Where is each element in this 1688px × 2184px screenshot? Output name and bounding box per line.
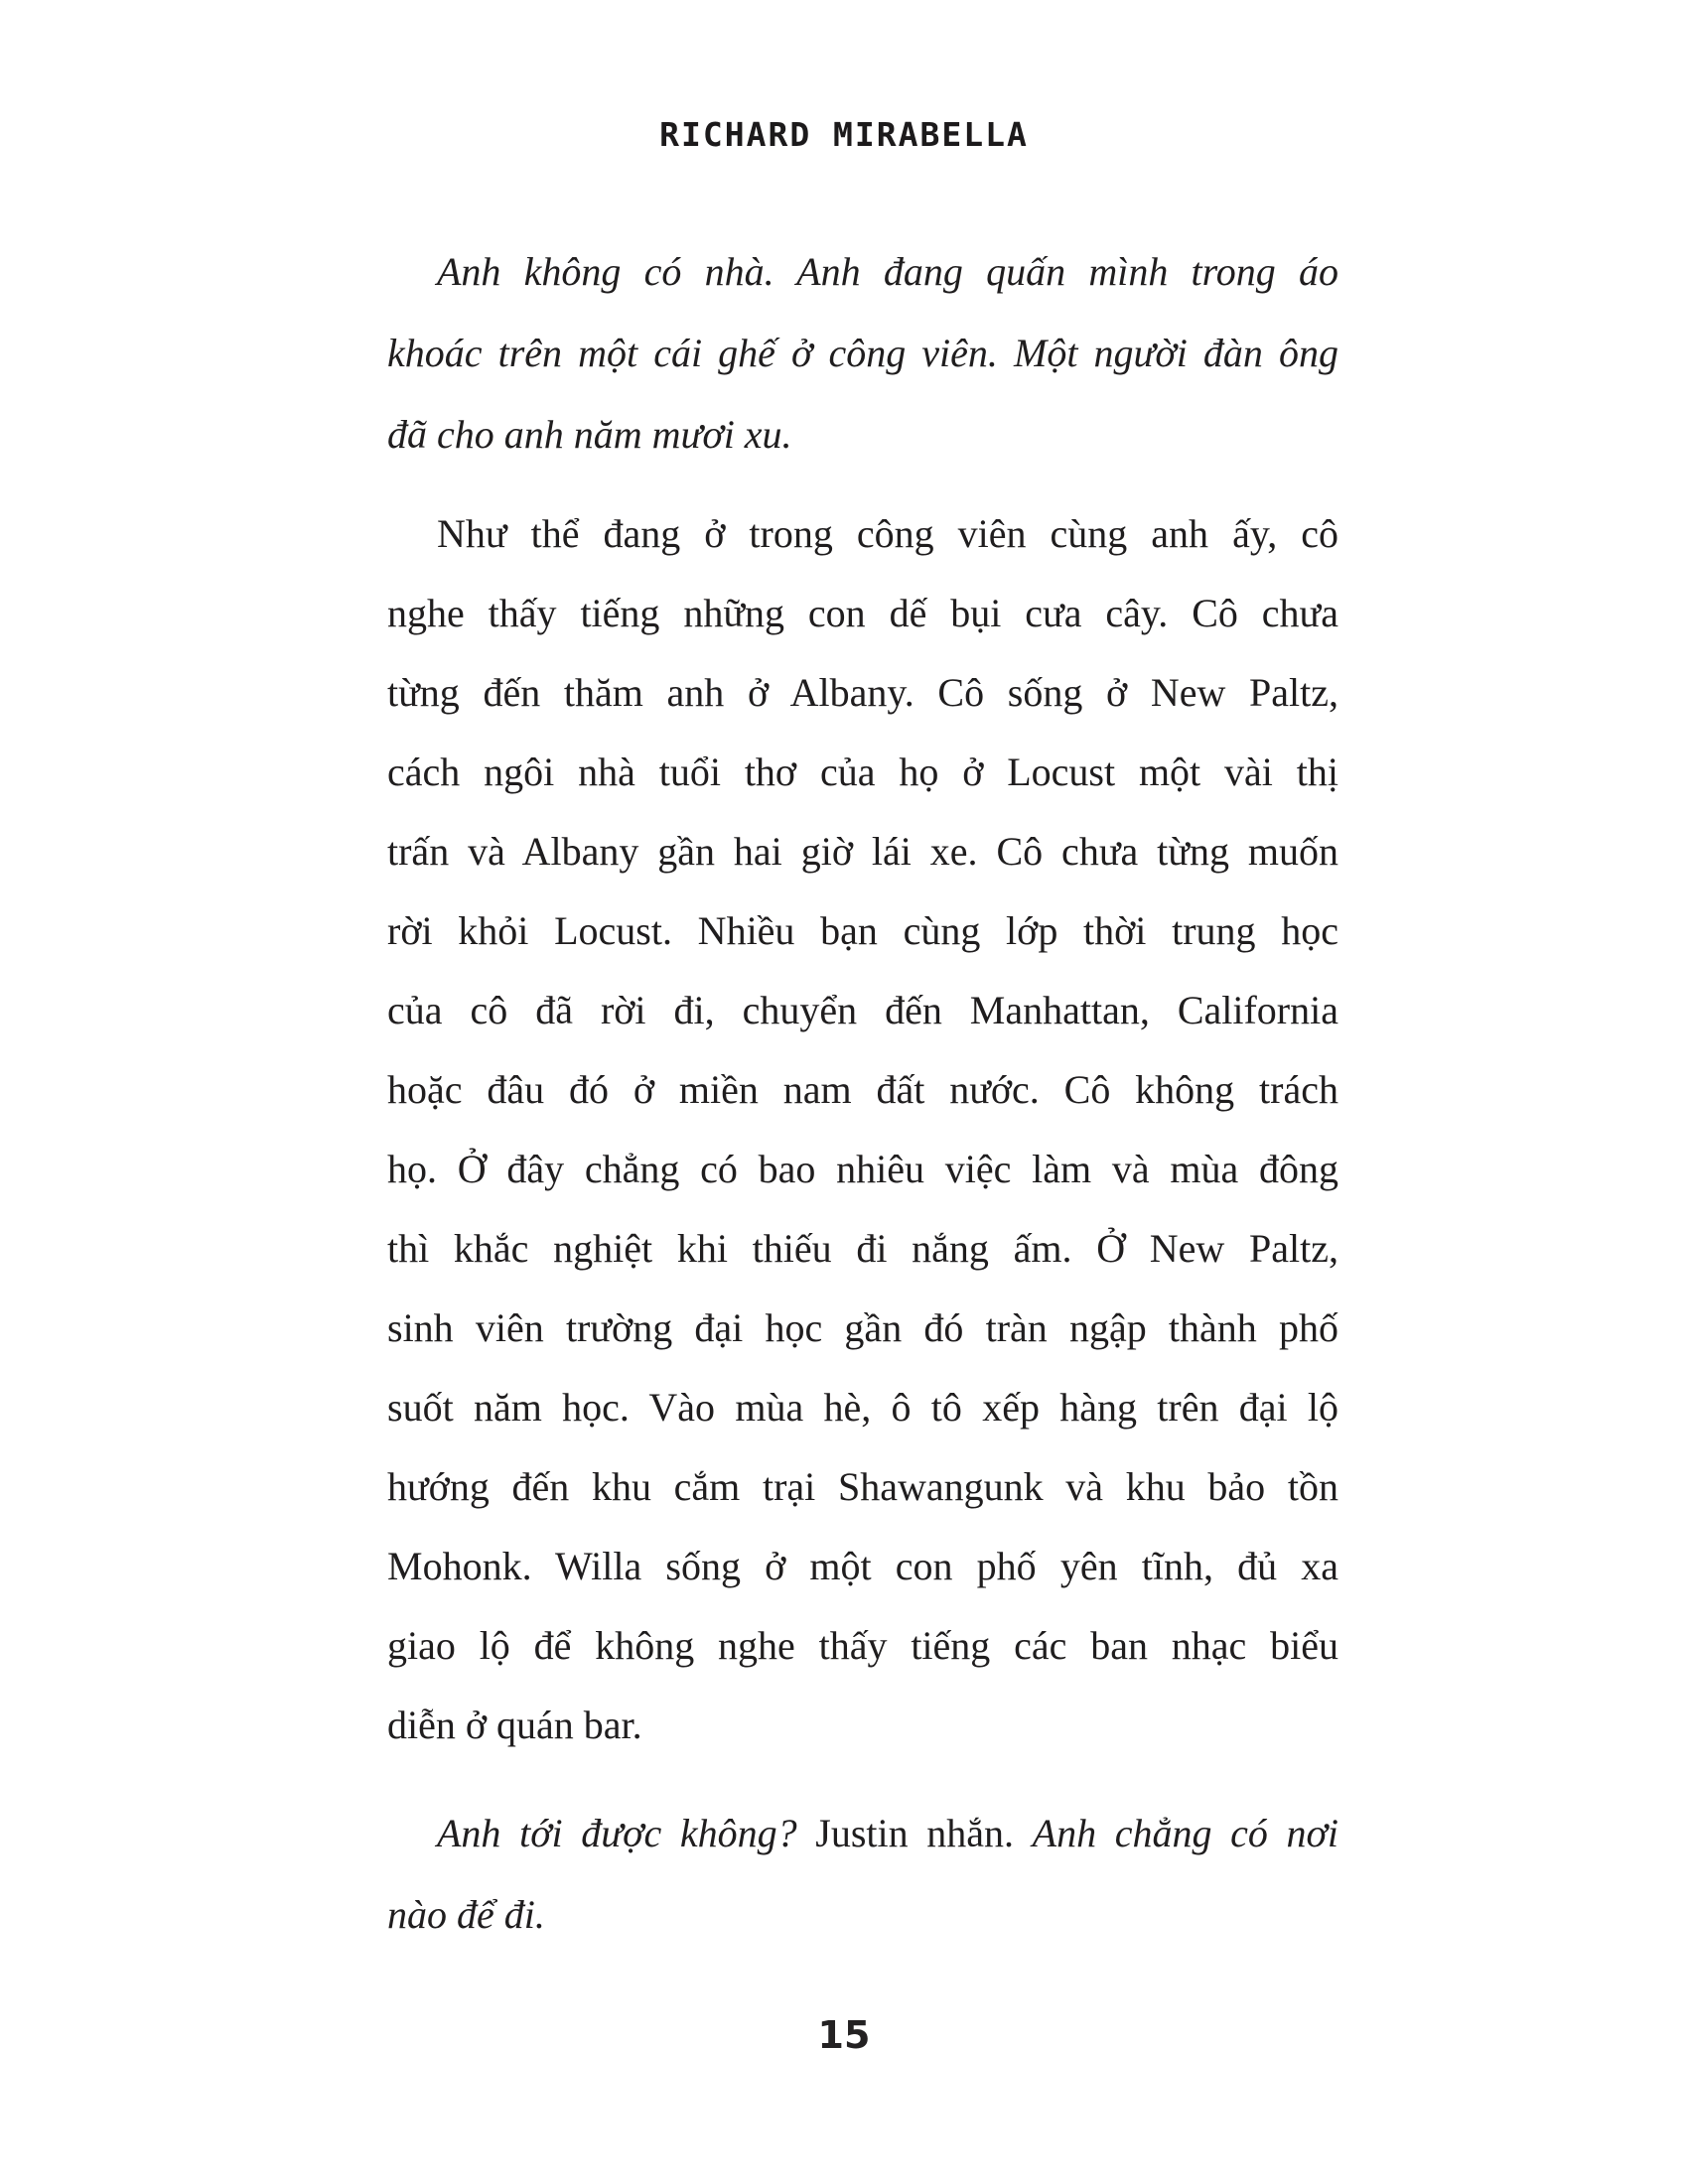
paragraph-line: nào để đi. [387, 1892, 545, 1937]
paragraph-line: giao lộ để không nghe thấy tiếng các ban nhạc biểu [387, 1623, 1338, 1668]
paragraph-line: suốt năm học. Vào mùa hè, ô tô xếp hàng trên đại lộ [387, 1385, 1338, 1430]
paragraph-line: khoác trên một cái ghế ở công viên. Một người đàn ông [387, 331, 1338, 375]
paragraph-line: nghe thấy tiếng những con dế bụi cưa cây. Cô chưa [387, 591, 1338, 635]
paragraph-line: Như thể đang ở trong công viên cùng anh ấy, cô [437, 511, 1338, 556]
paragraph-line: đã cho anh năm mươi xu. [387, 412, 792, 457]
dialogue-italic-segment: Anh chẳng có nơi [1032, 1811, 1338, 1855]
paragraph-line [387, 1793, 1338, 1874]
paragraph-line: thì khắc nghiệt khi thiếu đi nắng ấm. Ở New Paltz, [387, 1226, 1338, 1271]
paragraph-line: trấn và Albany gần hai giờ lái xe. Cô chưa từng muốn [387, 829, 1338, 874]
dialogue-italic-segment: Anh tới được không? [437, 1811, 816, 1855]
paragraph-line: từng đến thăm anh ở Albany. Cô sống ở New Paltz, [387, 670, 1338, 715]
paragraph-line: họ. Ở đây chẳng có bao nhiêu việc làm và mùa đông [387, 1147, 1338, 1191]
page-number: 15 [817, 2013, 871, 2057]
narration-segment: Justin nhắn. [815, 1811, 1033, 1855]
opening-paragraph [387, 231, 1338, 476]
paragraph-line: diễn ở quán bar. [387, 1703, 642, 1747]
paragraph-line: Mohonk. Willa sống ở một con phố yên tĩnh, đủ xa [387, 1544, 1338, 1588]
paragraph-line: hướng đến khu cắm trại Shawangunk và khu bảo tồn [387, 1464, 1338, 1509]
paragraph-line: của cô đã rời đi, chuyển đến Manhattan, California [387, 988, 1338, 1032]
paragraph-line: cách ngôi nhà tuổi thơ của họ ở Locust một vài thị [387, 750, 1338, 794]
paragraph-line: Anh không có nhà. Anh đang quấn mình trong áo [437, 249, 1338, 294]
closing-paragraph [387, 1793, 1338, 1956]
paragraph-line: rời khỏi Locust. Nhiều bạn cùng lớp thời trung học [387, 908, 1338, 953]
running-header-author: RICHARD MIRABELLA [659, 115, 1029, 154]
paragraph-line: hoặc đâu đó ở miền nam đất nước. Cô không trách [387, 1067, 1338, 1112]
body-paragraph [387, 494, 1338, 1765]
paragraph-line: sinh viên trường đại học gần đó tràn ngập thành phố [387, 1305, 1338, 1350]
